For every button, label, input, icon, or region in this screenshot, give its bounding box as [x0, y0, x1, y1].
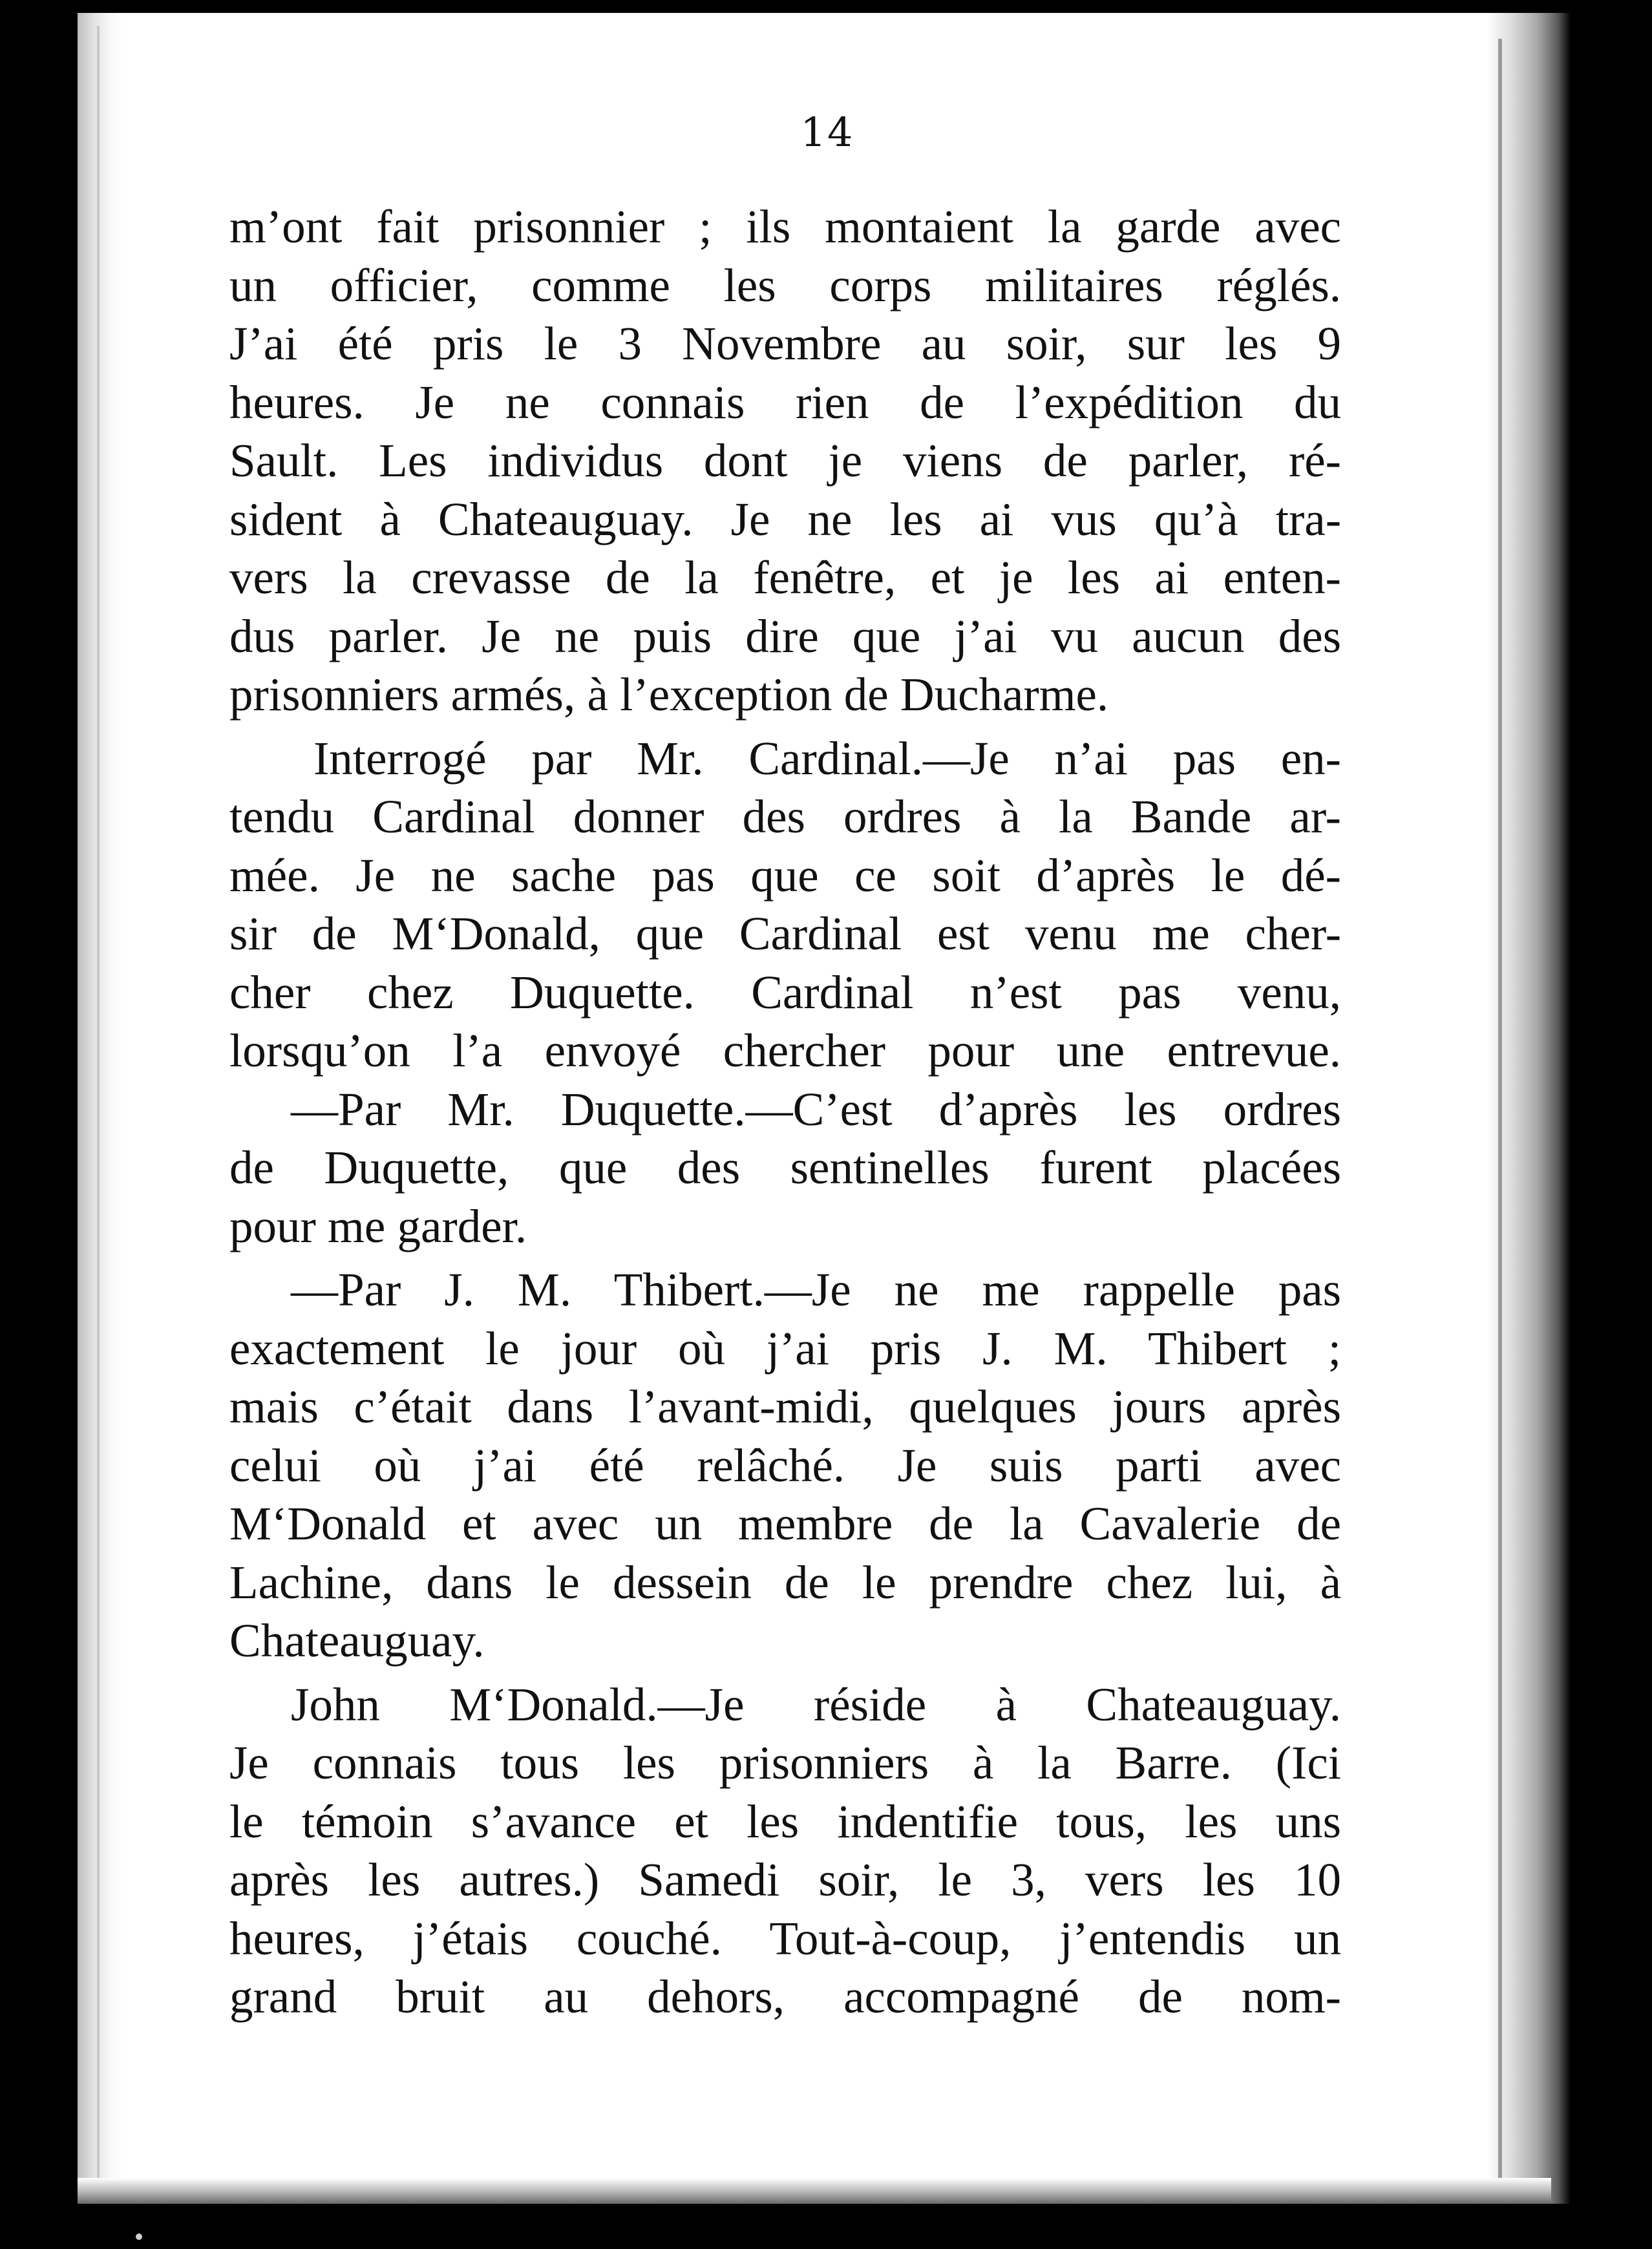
text-line: dus parler. Je ne puis dire que j’ai vu aucun des [229, 609, 1341, 662]
text-line: sident à Chateauguay. Je ne les ai vus qu’à tra- [229, 492, 1341, 545]
text-line: tendu Cardinal donner des ordres à la Bande ar- [229, 790, 1341, 843]
text-line: mée. Je ne sache pas que ce soit d’après le dé- [229, 849, 1341, 902]
page-bottom-edge [78, 2178, 1551, 2204]
text-line: pour me garder. [229, 1199, 527, 1252]
text-line: Interrogé par Mr. Cardinal.—Je n’ai pas en- [313, 732, 1341, 785]
text-line: heures, j’étais couché. Tout-à-coup, j’entendis un [229, 1912, 1341, 1965]
text-line: J’ai été pris le 3 Novembre au soir, sur les 9 [229, 317, 1341, 370]
text-line: m’ont fait prisonnier ; ils montaient la garde avec [229, 200, 1341, 253]
dust-speck [136, 2233, 142, 2240]
text-line: après les autres.) Samedi soir, le 3, vers les 10 [229, 1853, 1341, 1906]
text-line: Je connais tous les prisonniers à la Barre. (Ici [229, 1737, 1341, 1789]
text-line: un officier, comme les corps militaires réglés. [229, 259, 1341, 311]
text-line: mais c’était dans l’avant-midi, quelques jours après [229, 1380, 1341, 1433]
page-number: 14 [800, 109, 854, 156]
text-line: grand bruit au dehors, accompagné de nom- [229, 1970, 1341, 2023]
text-line: Chateauguay. [229, 1614, 485, 1667]
page-edge-rule [1498, 39, 1502, 2184]
text-line: John M‘Donald.—Je réside à Chateauguay. [291, 1678, 1341, 1731]
binding-rule [97, 26, 100, 2184]
text-line: le témoin s’avance et les indentifie tous, les uns [229, 1795, 1341, 1848]
text-line: —Par Mr. Duquette.—C’est d’après les ordres [291, 1082, 1341, 1135]
text-line: sir de M‘Donald, que Cardinal est venu me cher- [229, 907, 1341, 960]
text-line: cher chez Duquette. Cardinal n’est pas venu, [229, 966, 1341, 1019]
text-line: —Par J. M. Thibert.—Je ne me rappelle pas [291, 1263, 1341, 1316]
text-line: lorsqu’on l’a envoyé chercher pour une entrevue. [229, 1024, 1341, 1077]
text-line: Sault. Les individus dont je viens de parler, ré- [229, 434, 1341, 487]
body-text [229, 198, 1341, 2027]
text-line: celui où j’ai été relâché. Je suis parti avec [229, 1439, 1341, 1492]
text-line: exactement le jour où j’ai pris J. M. Thibert ; [229, 1322, 1341, 1375]
text-line: vers la crevasse de la fenêtre, et je les ai enten- [229, 551, 1341, 604]
binding-gutter [78, 13, 123, 2204]
text-line: heures. Je ne connais rien de l’expédition du [229, 375, 1341, 428]
text-line: prisonniers armés, à l’exception de Ducharme. [229, 668, 1109, 721]
text-line: de Duquette, que des sentinelles furent placées [229, 1141, 1341, 1194]
text-line: M‘Donald et avec un membre de la Cavalerie de [229, 1497, 1341, 1550]
text-line: Lachine, dans le dessein de le prendre chez lui, à [229, 1556, 1341, 1609]
